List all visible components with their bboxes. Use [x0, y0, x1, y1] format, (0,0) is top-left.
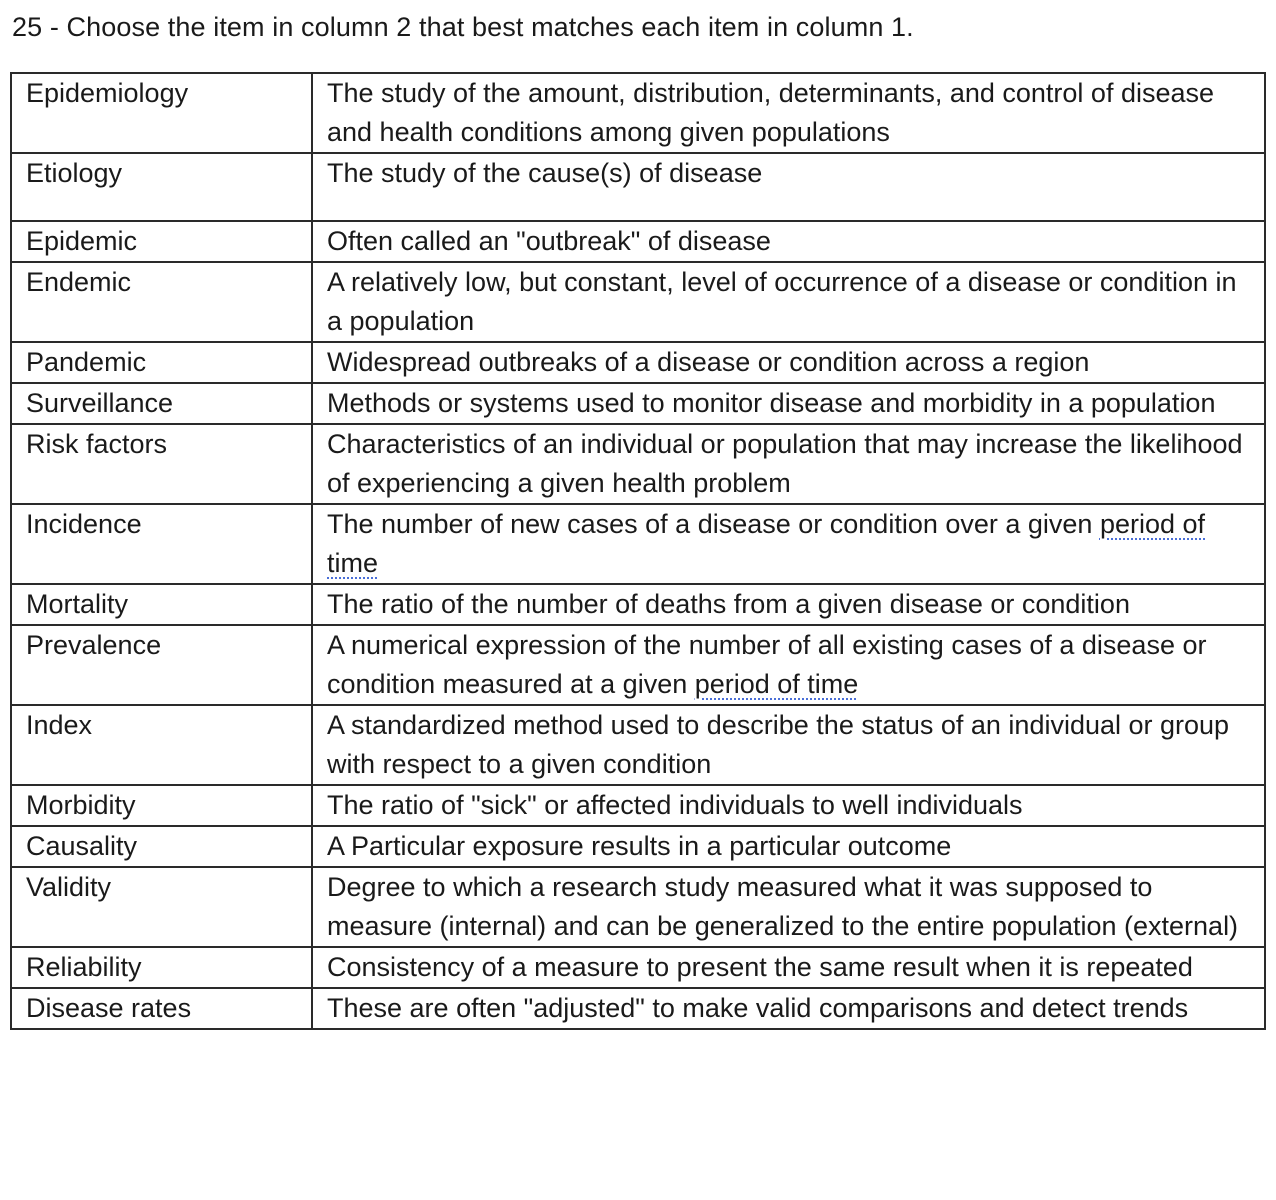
- definition-cell: [312, 625, 1265, 705]
- table-row: [11, 625, 1265, 705]
- definition-cell: Widespread outbreaks of a disease or condition across a region: [312, 342, 1265, 383]
- definition-cell: These are often "adjusted" to make valid comparisons and detect trends: [312, 988, 1265, 1029]
- table-row: [11, 73, 1265, 153]
- term-cell: Reliability: [11, 947, 312, 988]
- table-row: [11, 867, 1265, 947]
- table-row: [11, 504, 1265, 584]
- definition-cell: Degree to which a research study measured what it was supposed to measure (internal) and can be generalized to the entire population (external): [312, 867, 1265, 947]
- table-row: [11, 826, 1265, 867]
- table-row: [11, 153, 1265, 221]
- definition-cell: Often called an "outbreak" of disease: [312, 221, 1265, 262]
- definition-cell: A standardized method used to describe the status of an individual or group with respect to a given condition: [312, 705, 1265, 785]
- table-row: [11, 947, 1265, 988]
- term-cell: Pandemic: [11, 342, 312, 383]
- table-row: [11, 221, 1265, 262]
- term-cell: Etiology: [11, 153, 312, 221]
- table-row: [11, 383, 1265, 424]
- table-row: [11, 988, 1265, 1029]
- term-cell: Epidemic: [11, 221, 312, 262]
- definition-cell: Methods or systems used to monitor disease and morbidity in a population: [312, 383, 1265, 424]
- term-cell: Endemic: [11, 262, 312, 342]
- matching-table: [10, 72, 1266, 1030]
- definition-cell: A Particular exposure results in a particular outcome: [312, 826, 1265, 867]
- table-row: [11, 705, 1265, 785]
- spellcheck-marked-text: period of time: [694, 669, 859, 699]
- spellcheck-marked-text: period of time: [327, 509, 1206, 578]
- definition-cell: [312, 504, 1265, 584]
- term-cell: Mortality: [11, 584, 312, 625]
- term-cell: Prevalence: [11, 625, 312, 705]
- definition-cell: The ratio of the number of deaths from a given disease or condition: [312, 584, 1265, 625]
- term-cell: Causality: [11, 826, 312, 867]
- term-cell: Risk factors: [11, 424, 312, 504]
- term-cell: Disease rates: [11, 988, 312, 1029]
- table-row: [11, 424, 1265, 504]
- table-row: [11, 584, 1265, 625]
- definition-cell: The ratio of "sick" or affected individuals to well individuals: [312, 785, 1265, 826]
- definition-text: The number of new cases of a disease or condition over a given: [327, 509, 1100, 539]
- table-row: [11, 785, 1265, 826]
- table-row: [11, 262, 1265, 342]
- term-cell: Morbidity: [11, 785, 312, 826]
- definition-text: A numerical expression of the number of all existing cases of a disease or condition measured at a given: [327, 630, 1207, 699]
- term-cell: Incidence: [11, 504, 312, 584]
- term-cell: Index: [11, 705, 312, 785]
- question-prompt: 25 - Choose the item in column 2 that best matches each item in column 1.: [12, 12, 914, 42]
- term-cell: Surveillance: [11, 383, 312, 424]
- definition-cell: The study of the cause(s) of disease: [312, 153, 1265, 221]
- definition-cell: A relatively low, but constant, level of occurrence of a disease or condition in a population: [312, 262, 1265, 342]
- definition-cell: The study of the amount, distribution, determinants, and control of disease and health conditions among given populations: [312, 73, 1265, 153]
- term-cell: Validity: [11, 867, 312, 947]
- definition-cell: Consistency of a measure to present the same result when it is repeated: [312, 947, 1265, 988]
- table-row: [11, 342, 1265, 383]
- definition-cell: Characteristics of an individual or population that may increase the likelihood of experiencing a given health problem: [312, 424, 1265, 504]
- term-cell: Epidemiology: [11, 73, 312, 153]
